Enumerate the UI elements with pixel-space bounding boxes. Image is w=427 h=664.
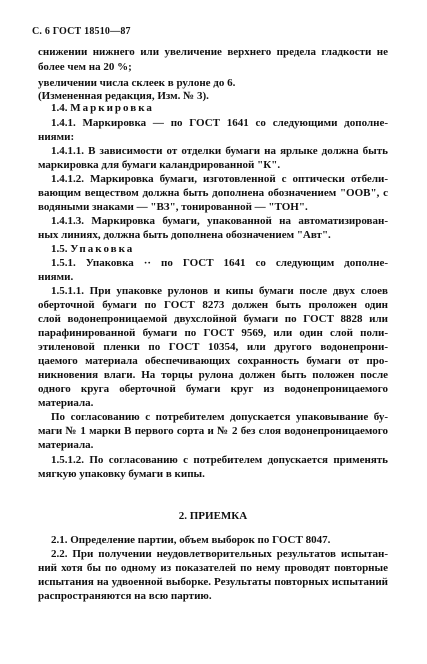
text-line: испытания на удвоенной выборке. Результаты повторных испытаний	[38, 576, 388, 588]
text-line: материала.	[38, 397, 94, 409]
text-line: ниями:	[38, 131, 75, 143]
text-line: парафинированной бумаги по ГОСТ 9569, или один слой поли-	[38, 327, 388, 339]
text-line: слой водонепроницаемой двухслойной бумаги по ГОСТ 8828 или	[38, 313, 388, 325]
text-line: распространяются на всю партию.	[38, 590, 212, 602]
text-line: По согласованию с потребителем допускается упаковывание бу-	[51, 411, 388, 423]
text-line: 1.4.1.1. В зависимости от отделки бумаги на ярлыке должна быть	[51, 145, 388, 157]
text-line: ных линиях, должна быть дополнена обозначением "Авт".	[38, 229, 331, 241]
text-line: оберточной бумаги по ГОСТ 8273 должен быть проложен один	[38, 299, 388, 311]
text-line: 1.5. Упаковка	[51, 243, 135, 255]
text-line: 1.4. Маркировка	[51, 102, 154, 114]
text-line: снижении нижнего или увеличение верхнего предела гладкости не	[38, 46, 388, 58]
text-line: более чем на 20 %;	[38, 61, 132, 73]
text-line: никновения влаги. На торцы рулона должен быть положен после	[38, 369, 388, 381]
text-line: 1.4.1. Маркировка — по ГОСТ 1641 со следующими дополне-	[51, 117, 388, 129]
text-line: этиленовой пленки по ГОСТ 10354, или другого водонепрони-	[38, 341, 388, 353]
text-line: 1.5.1.1. При упаковке рулонов и кипы бумаги после двух слоев	[51, 285, 388, 297]
text-line: цаемого материала обеспечивающих сохранность бумаги от про-	[38, 355, 388, 367]
text-line: 1.4.1.3. Маркировка бумаги, упакованной на автоматизирован-	[51, 215, 388, 227]
text-line: 1.5.1.2. По согласованию с потребителем допускается применять	[51, 454, 388, 466]
text-line: ниями.	[38, 271, 74, 283]
text-line: (Измененная редакция, Изм. № 3).	[38, 90, 209, 102]
text-line: водяными знаками — "ВЗ", тонированной — "ТОН".	[38, 201, 308, 213]
page-header: С. 6 ГОСТ 18510—87	[32, 26, 131, 37]
text-line: маркировка для бумаги каландрированной "К".	[38, 159, 281, 171]
text-line: материала.	[38, 439, 94, 451]
text-line: увеличении числа склеек в рулоне до 6.	[38, 77, 236, 89]
text-line: вающим веществом должна быть дополнена обозначением "ООВ", с	[38, 187, 388, 199]
text-line: 2. ПРИЕМКА	[178, 510, 248, 522]
text-line: одного круга оберточной бумаги круг из водонепроницаемого	[38, 383, 388, 395]
text-line: 1.5.1. Упаковка ·· по ГОСТ 1641 со следующим дополне-	[51, 257, 388, 269]
text-line: 2.2. При получении неудовлетворительных результатов испытан-	[51, 548, 388, 560]
text-line: мягкую упаковку бумаги в кипы.	[38, 468, 205, 480]
text-line: 2.1. Определение партии, объем выборок по ГОСТ 8047.	[51, 534, 331, 546]
text-line: маги № 1 марки В первого сорта и № 2 без слоя водонепроницаемого	[38, 425, 388, 437]
text-line: ний хотя бы по одному из показателей по нему проводят повторные	[38, 562, 388, 574]
text-line: 1.4.1.2. Маркировка бумаги, изготовленной с оптически отбели-	[51, 173, 388, 185]
